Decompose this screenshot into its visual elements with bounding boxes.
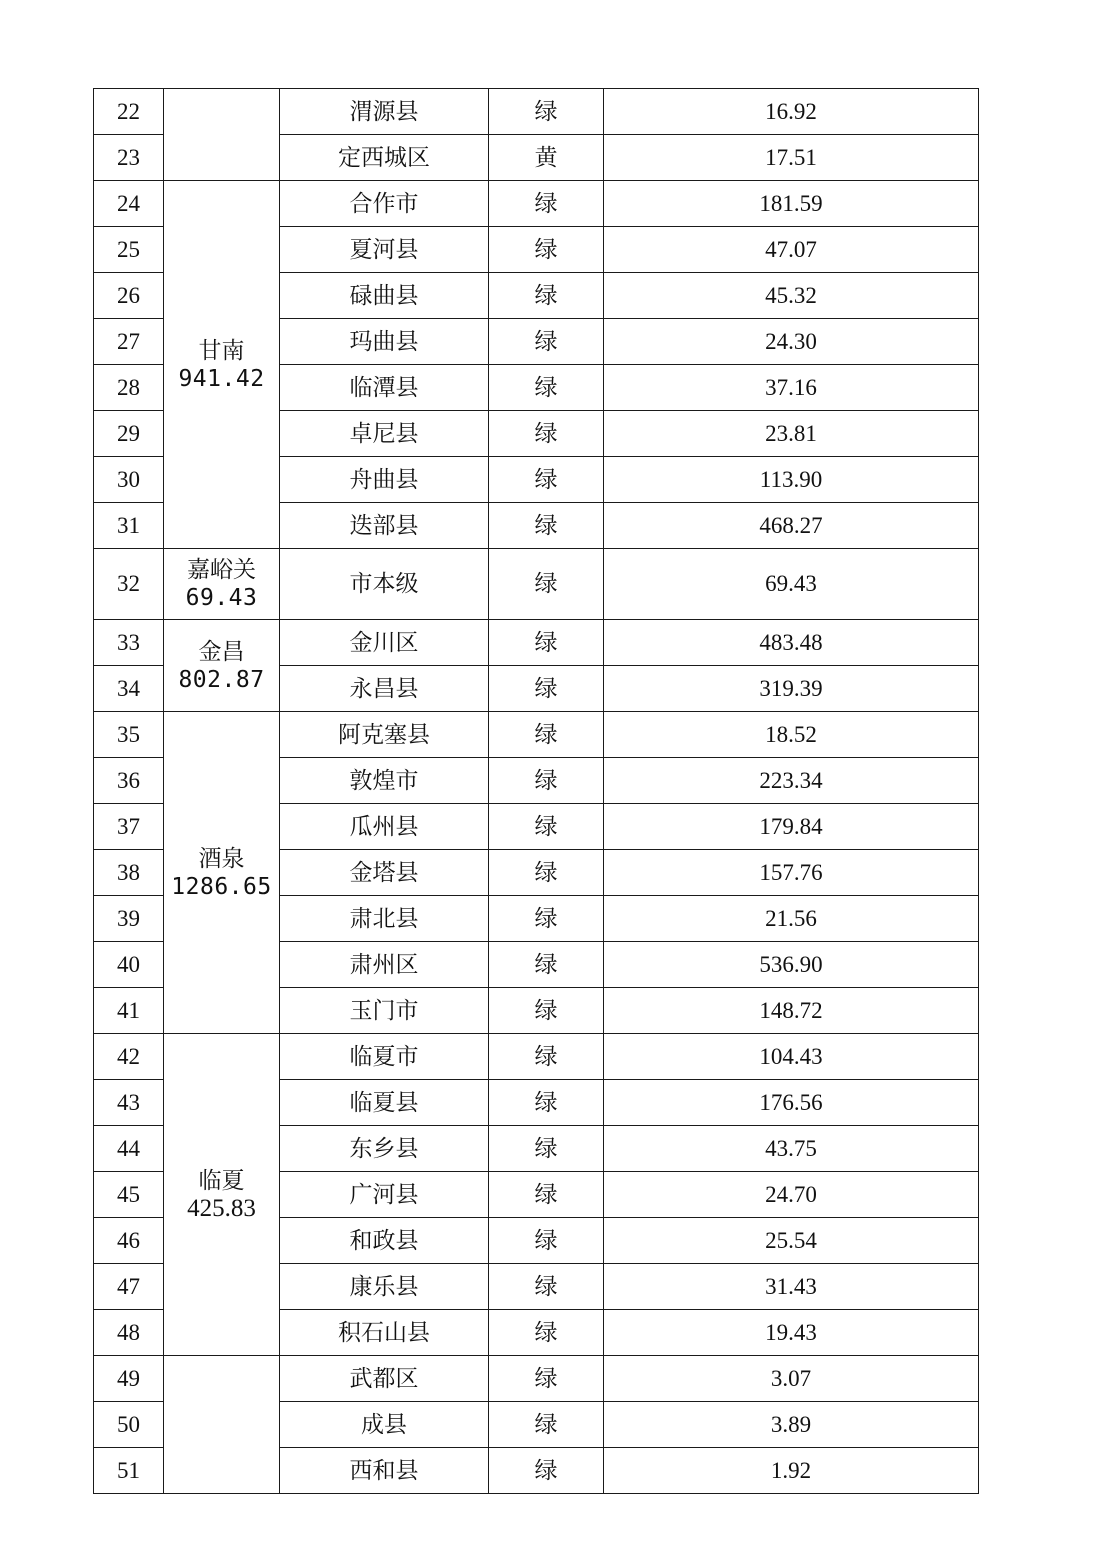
risk-level: 绿 bbox=[489, 1264, 604, 1310]
value-cell: 179.84 bbox=[604, 804, 979, 850]
county-name: 阿克塞县 bbox=[280, 712, 489, 758]
row-number: 35 bbox=[94, 712, 164, 758]
risk-level: 绿 bbox=[489, 666, 604, 712]
risk-level: 绿 bbox=[489, 1172, 604, 1218]
region-total: 1286.65 bbox=[171, 873, 272, 900]
row-number: 51 bbox=[94, 1448, 164, 1494]
county-name: 市本级 bbox=[280, 549, 489, 620]
value-cell: 3.07 bbox=[604, 1356, 979, 1402]
table-row bbox=[94, 181, 979, 227]
row-number: 40 bbox=[94, 942, 164, 988]
risk-level: 绿 bbox=[489, 1402, 604, 1448]
table-row bbox=[94, 1034, 979, 1080]
region-name: 临夏 bbox=[198, 1167, 245, 1194]
region-cell-dingxi bbox=[164, 89, 280, 181]
region-name: 金昌 bbox=[198, 638, 245, 665]
risk-level: 黄 bbox=[489, 135, 604, 181]
risk-level: 绿 bbox=[489, 896, 604, 942]
row-number: 44 bbox=[94, 1126, 164, 1172]
region-total: 941.42 bbox=[178, 365, 265, 392]
risk-level: 绿 bbox=[489, 89, 604, 135]
table-row bbox=[94, 712, 979, 758]
risk-level: 绿 bbox=[489, 988, 604, 1034]
value-cell: 45.32 bbox=[604, 273, 979, 319]
county-name: 金塔县 bbox=[280, 850, 489, 896]
risk-level: 绿 bbox=[489, 942, 604, 988]
row-number: 27 bbox=[94, 319, 164, 365]
county-name: 东乡县 bbox=[280, 1126, 489, 1172]
county-name: 肃北县 bbox=[280, 896, 489, 942]
risk-level: 绿 bbox=[489, 273, 604, 319]
county-name: 成县 bbox=[280, 1402, 489, 1448]
value-cell: 181.59 bbox=[604, 181, 979, 227]
value-cell: 23.81 bbox=[604, 411, 979, 457]
region-total: 802.87 bbox=[178, 666, 265, 693]
risk-level: 绿 bbox=[489, 850, 604, 896]
value-cell: 21.56 bbox=[604, 896, 979, 942]
row-number: 47 bbox=[94, 1264, 164, 1310]
value-cell: 3.89 bbox=[604, 1402, 979, 1448]
county-name: 敦煌市 bbox=[280, 758, 489, 804]
row-number: 34 bbox=[94, 666, 164, 712]
value-cell: 24.70 bbox=[604, 1172, 979, 1218]
county-name: 临潭县 bbox=[280, 365, 489, 411]
county-name: 玉门市 bbox=[280, 988, 489, 1034]
value-cell: 16.92 bbox=[604, 89, 979, 135]
value-cell: 483.48 bbox=[604, 620, 979, 666]
risk-level: 绿 bbox=[489, 1126, 604, 1172]
row-number: 41 bbox=[94, 988, 164, 1034]
row-number: 23 bbox=[94, 135, 164, 181]
row-number: 22 bbox=[94, 89, 164, 135]
county-name: 临夏县 bbox=[280, 1080, 489, 1126]
row-number: 24 bbox=[94, 181, 164, 227]
risk-level: 绿 bbox=[489, 411, 604, 457]
value-cell: 17.51 bbox=[604, 135, 979, 181]
region-name: 甘南 bbox=[198, 337, 245, 364]
county-name: 碌曲县 bbox=[280, 273, 489, 319]
value-cell: 319.39 bbox=[604, 666, 979, 712]
county-name: 康乐县 bbox=[280, 1264, 489, 1310]
risk-level: 绿 bbox=[489, 758, 604, 804]
county-name: 合作市 bbox=[280, 181, 489, 227]
risk-level: 绿 bbox=[489, 1310, 604, 1356]
county-name: 积石山县 bbox=[280, 1310, 489, 1356]
value-cell: 25.54 bbox=[604, 1218, 979, 1264]
county-name: 夏河县 bbox=[280, 227, 489, 273]
region-cell-jinchang bbox=[164, 620, 280, 712]
region-total: 69.43 bbox=[185, 585, 258, 611]
region-cell-gannan bbox=[164, 181, 280, 549]
region-total: 425.83 bbox=[187, 1194, 256, 1222]
row-number: 29 bbox=[94, 411, 164, 457]
value-cell: 113.90 bbox=[604, 457, 979, 503]
county-name: 肃州区 bbox=[280, 942, 489, 988]
risk-level: 绿 bbox=[489, 1218, 604, 1264]
county-name: 玛曲县 bbox=[280, 319, 489, 365]
row-number: 42 bbox=[94, 1034, 164, 1080]
row-number: 39 bbox=[94, 896, 164, 942]
row-number: 25 bbox=[94, 227, 164, 273]
risk-level: 绿 bbox=[489, 1080, 604, 1126]
county-name: 西和县 bbox=[280, 1448, 489, 1494]
table-row bbox=[94, 89, 979, 135]
region-cell-linxia bbox=[164, 1034, 280, 1356]
value-cell: 19.43 bbox=[604, 1310, 979, 1356]
value-cell: 176.56 bbox=[604, 1080, 979, 1126]
county-name: 迭部县 bbox=[280, 503, 489, 549]
row-number: 32 bbox=[94, 549, 164, 620]
value-cell: 31.43 bbox=[604, 1264, 979, 1310]
county-name: 渭源县 bbox=[280, 89, 489, 135]
row-number: 26 bbox=[94, 273, 164, 319]
value-cell: 69.43 bbox=[604, 549, 979, 620]
risk-level: 绿 bbox=[489, 620, 604, 666]
risk-level: 绿 bbox=[489, 457, 604, 503]
table-row bbox=[94, 549, 979, 620]
value-cell: 18.52 bbox=[604, 712, 979, 758]
row-number: 50 bbox=[94, 1402, 164, 1448]
county-name: 广河县 bbox=[280, 1172, 489, 1218]
county-name: 金川区 bbox=[280, 620, 489, 666]
row-number: 38 bbox=[94, 850, 164, 896]
row-number: 43 bbox=[94, 1080, 164, 1126]
table-row bbox=[94, 1356, 979, 1402]
row-number: 49 bbox=[94, 1356, 164, 1402]
region-cell-longnan bbox=[164, 1356, 280, 1494]
risk-level: 绿 bbox=[489, 1356, 604, 1402]
risk-level: 绿 bbox=[489, 1448, 604, 1494]
row-number: 28 bbox=[94, 365, 164, 411]
value-cell: 104.43 bbox=[604, 1034, 979, 1080]
value-cell: 47.07 bbox=[604, 227, 979, 273]
risk-level: 绿 bbox=[489, 503, 604, 549]
county-name: 武都区 bbox=[280, 1356, 489, 1402]
county-data-table bbox=[93, 88, 979, 1494]
row-number: 36 bbox=[94, 758, 164, 804]
value-cell: 223.34 bbox=[604, 758, 979, 804]
region-cell-jiayuguan bbox=[164, 549, 280, 620]
row-number: 37 bbox=[94, 804, 164, 850]
risk-level: 绿 bbox=[489, 1034, 604, 1080]
value-cell: 1.92 bbox=[604, 1448, 979, 1494]
county-name: 卓尼县 bbox=[280, 411, 489, 457]
region-name: 酒泉 bbox=[198, 845, 245, 872]
risk-level: 绿 bbox=[489, 319, 604, 365]
row-number: 33 bbox=[94, 620, 164, 666]
county-name: 永昌县 bbox=[280, 666, 489, 712]
risk-level: 绿 bbox=[489, 181, 604, 227]
row-number: 45 bbox=[94, 1172, 164, 1218]
county-name: 定西城区 bbox=[280, 135, 489, 181]
county-name: 舟曲县 bbox=[280, 457, 489, 503]
value-cell: 43.75 bbox=[604, 1126, 979, 1172]
row-number: 30 bbox=[94, 457, 164, 503]
row-number: 31 bbox=[94, 503, 164, 549]
region-cell-jiuquan bbox=[164, 712, 280, 1034]
value-cell: 536.90 bbox=[604, 942, 979, 988]
risk-level: 绿 bbox=[489, 365, 604, 411]
value-cell: 24.30 bbox=[604, 319, 979, 365]
risk-level: 绿 bbox=[489, 549, 604, 620]
county-name: 和政县 bbox=[280, 1218, 489, 1264]
value-cell: 148.72 bbox=[604, 988, 979, 1034]
value-cell: 157.76 bbox=[604, 850, 979, 896]
county-name: 临夏市 bbox=[280, 1034, 489, 1080]
row-number: 48 bbox=[94, 1310, 164, 1356]
risk-level: 绿 bbox=[489, 804, 604, 850]
region-name: 嘉峪关 bbox=[187, 557, 256, 583]
county-name: 瓜州县 bbox=[280, 804, 489, 850]
row-number: 46 bbox=[94, 1218, 164, 1264]
value-cell: 468.27 bbox=[604, 503, 979, 549]
risk-level: 绿 bbox=[489, 227, 604, 273]
table-row bbox=[94, 620, 979, 666]
value-cell: 37.16 bbox=[604, 365, 979, 411]
risk-level: 绿 bbox=[489, 712, 604, 758]
